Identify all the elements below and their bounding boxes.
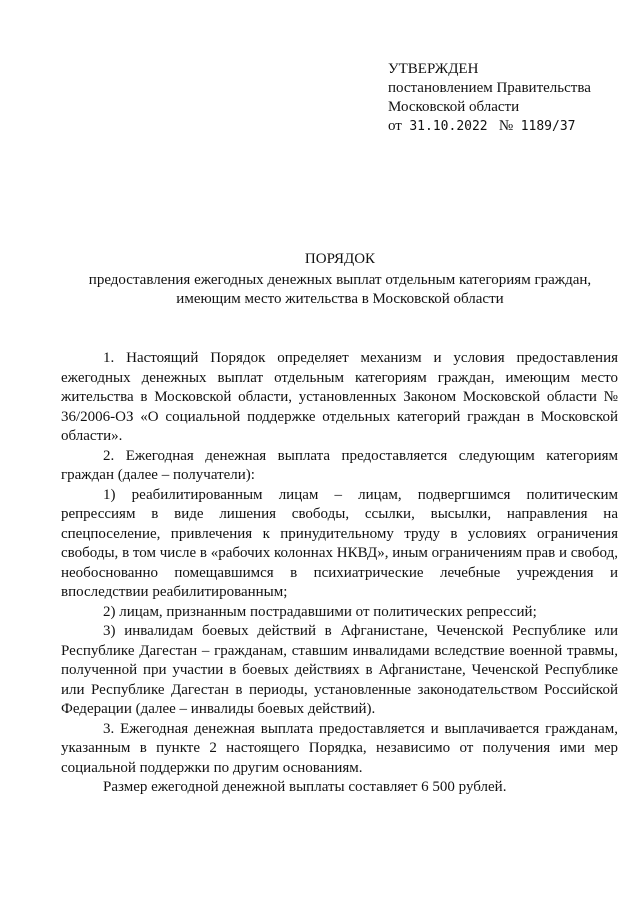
approval-date: 31.10.2022: [409, 119, 488, 134]
approval-number-sign: №: [498, 118, 514, 134]
paragraph-2-item-2: 2) лицам, признанным пострадавшими от политических репрессий;: [103, 603, 537, 620]
approval-block: [388, 60, 591, 136]
approval-status: УТВЕРЖДЕН: [388, 61, 479, 77]
document-heading: ПОРЯДОК: [304, 251, 376, 267]
paragraph-2-item-3: 3) инвалидам боевых действий в Афганистане, Чеченской Республике или Республике Дагестан – гражданам, ставшим инвалидами вследствие военной травмы, полученной при участии в боевых действиях в Афганистане, Чеченской Республике или Республике Дагестан в периоды, установленные законодательством Российской Федерации (далее – инвалиды боевых действий).: [61, 623, 618, 717]
paragraph-2: 2. Ежегодная денежная выплата предоставляется следующим категориям граждан (далее – получатели):: [61, 447, 618, 483]
paragraph-1: 1. Настоящий Порядок определяет механизм и условия предоставления ежегодных денежных выплат отдельным категориям граждан, имеющим место жительства в Московской области, установленных Законом Московской области № 36/2006-ОЗ «О социальной поддержке отдельных категорий граждан в Московской области».: [61, 350, 618, 444]
approval-line-2: Московской области: [388, 99, 520, 115]
document-subtitle-line-1: предоставления ежегодных денежных выплат отдельным категориям граждан,: [88, 272, 592, 288]
approval-number: 1189/37: [520, 119, 576, 134]
document-subtitle-line-2: имеющим место жительства в Московской области: [176, 291, 504, 307]
document-body: [61, 349, 618, 798]
approval-date-line: [388, 117, 591, 136]
paragraph-3: 3. Ежегодная денежная выплата предоставляется и выплачивается гражданам, указанным в пункте 2 настоящего Порядка, независимо от получения ими мер социальной поддержки по другим основаниям.: [61, 720, 618, 776]
document-title-block: [60, 250, 620, 309]
paragraph-2-item-1: 1) реабилитированным лицам – лицам, подвергшимся политическим репрессиям в виде лишения свободы, ссылки, высылки, направления на спецпоселение, привлечения к принудительному труду в условиях ограничения свободы, в том числе в «рабочих колоннах НКВД», иным ограничениям прав и свобод, необоснованно помещавшимся в психиатрические лечебные учреждения и впоследствии реабилитированным;: [61, 486, 618, 600]
approval-line-1: постановлением Правительства: [388, 80, 591, 96]
payment-amount-paragraph: Размер ежегодной денежной выплаты составляет 6 500 рублей.: [103, 779, 507, 795]
approval-date-prefix: от: [388, 118, 402, 134]
